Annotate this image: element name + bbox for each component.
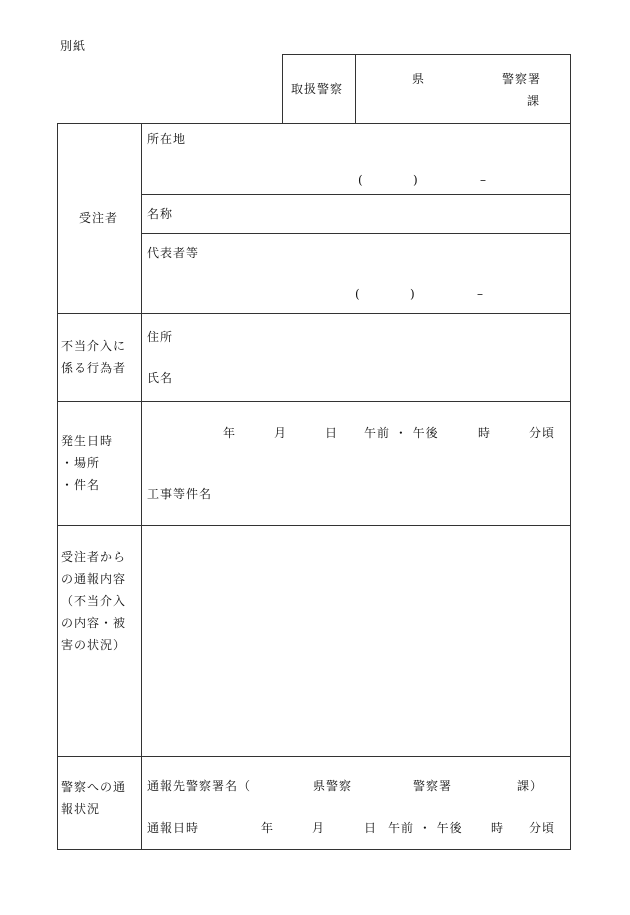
rep-phone-dash: – — [477, 287, 484, 301]
report-content-line5: 害の状況） — [61, 638, 127, 652]
occurrence-year: 年 — [223, 426, 237, 440]
row-divider — [57, 756, 571, 757]
work-name-label: 工事等件名 — [147, 487, 213, 501]
police-report-heading — [61, 776, 126, 820]
contractor-name-label: 名称 — [147, 207, 174, 221]
contractor-heading: 受注者 — [79, 211, 119, 225]
report-year: 年 — [261, 821, 275, 835]
subrow-divider — [141, 194, 571, 195]
occurrence-am-pm: 午前 ・ 午後 — [364, 426, 439, 440]
report-minute: 分頃 — [529, 821, 556, 835]
rep-phone-close: ) — [410, 287, 416, 301]
section-label: 課 — [527, 94, 541, 108]
occurrence-heading-line1: 発生日時 — [61, 434, 114, 448]
attachment-label: 別紙 — [60, 39, 87, 53]
address-phone-close: ) — [413, 173, 419, 187]
report-station-name: 警察署 — [413, 779, 453, 793]
actor-name-label: 氏名 — [147, 371, 174, 385]
report-hour: 時 — [491, 821, 505, 835]
police-report-heading-line1: 警察への通 — [61, 780, 127, 794]
handling-police-label: 取扱警察 — [291, 82, 344, 96]
report-content-line2: の通報内容 — [61, 572, 127, 586]
report-date-label: 通報日時 — [147, 821, 200, 835]
report-day: 日 — [364, 821, 378, 835]
occurrence-heading-line2: ・場所 — [61, 456, 101, 470]
address-phone-open: ( — [358, 173, 364, 187]
representative-label: 代表者等 — [147, 246, 200, 260]
occurrence-minute: 分頃 — [529, 426, 556, 440]
report-pref-label: 県警察 — [313, 779, 353, 793]
row-divider — [57, 313, 571, 314]
report-am-pm: 午前 ・ 午後 — [388, 821, 463, 835]
report-content-line4: の内容・被 — [61, 616, 127, 630]
prefecture-label: 県 — [412, 72, 426, 86]
subrow-divider — [141, 233, 571, 234]
occurrence-heading — [61, 430, 113, 496]
rep-phone-open: ( — [355, 287, 361, 301]
actor-heading-line2: 係る行為者 — [61, 361, 127, 375]
occurrence-heading-line3: ・件名 — [61, 478, 101, 492]
occurrence-day: 日 — [325, 426, 339, 440]
report-station-label: 通報先警察署名（ — [147, 779, 252, 793]
report-section-close: 課） — [517, 779, 544, 793]
actor-heading — [61, 335, 126, 379]
occurrence-month: 月 — [274, 426, 288, 440]
report-content-line1: 受注者から — [61, 550, 127, 564]
report-content-heading — [61, 546, 126, 656]
address-phone-dash: – — [480, 173, 487, 187]
actor-heading-line1: 不当介入に — [61, 339, 127, 353]
occurrence-hour: 時 — [478, 426, 492, 440]
contractor-address-label: 所在地 — [147, 132, 187, 146]
police-report-heading-line2: 報状況 — [61, 802, 101, 816]
report-month: 月 — [312, 821, 326, 835]
station-label: 警察署 — [502, 72, 542, 86]
actor-address-label: 住所 — [147, 330, 174, 344]
row-divider — [57, 525, 571, 526]
row-divider — [57, 401, 571, 402]
header-divider — [355, 54, 356, 124]
report-content-line3: （不当介入 — [61, 594, 127, 608]
